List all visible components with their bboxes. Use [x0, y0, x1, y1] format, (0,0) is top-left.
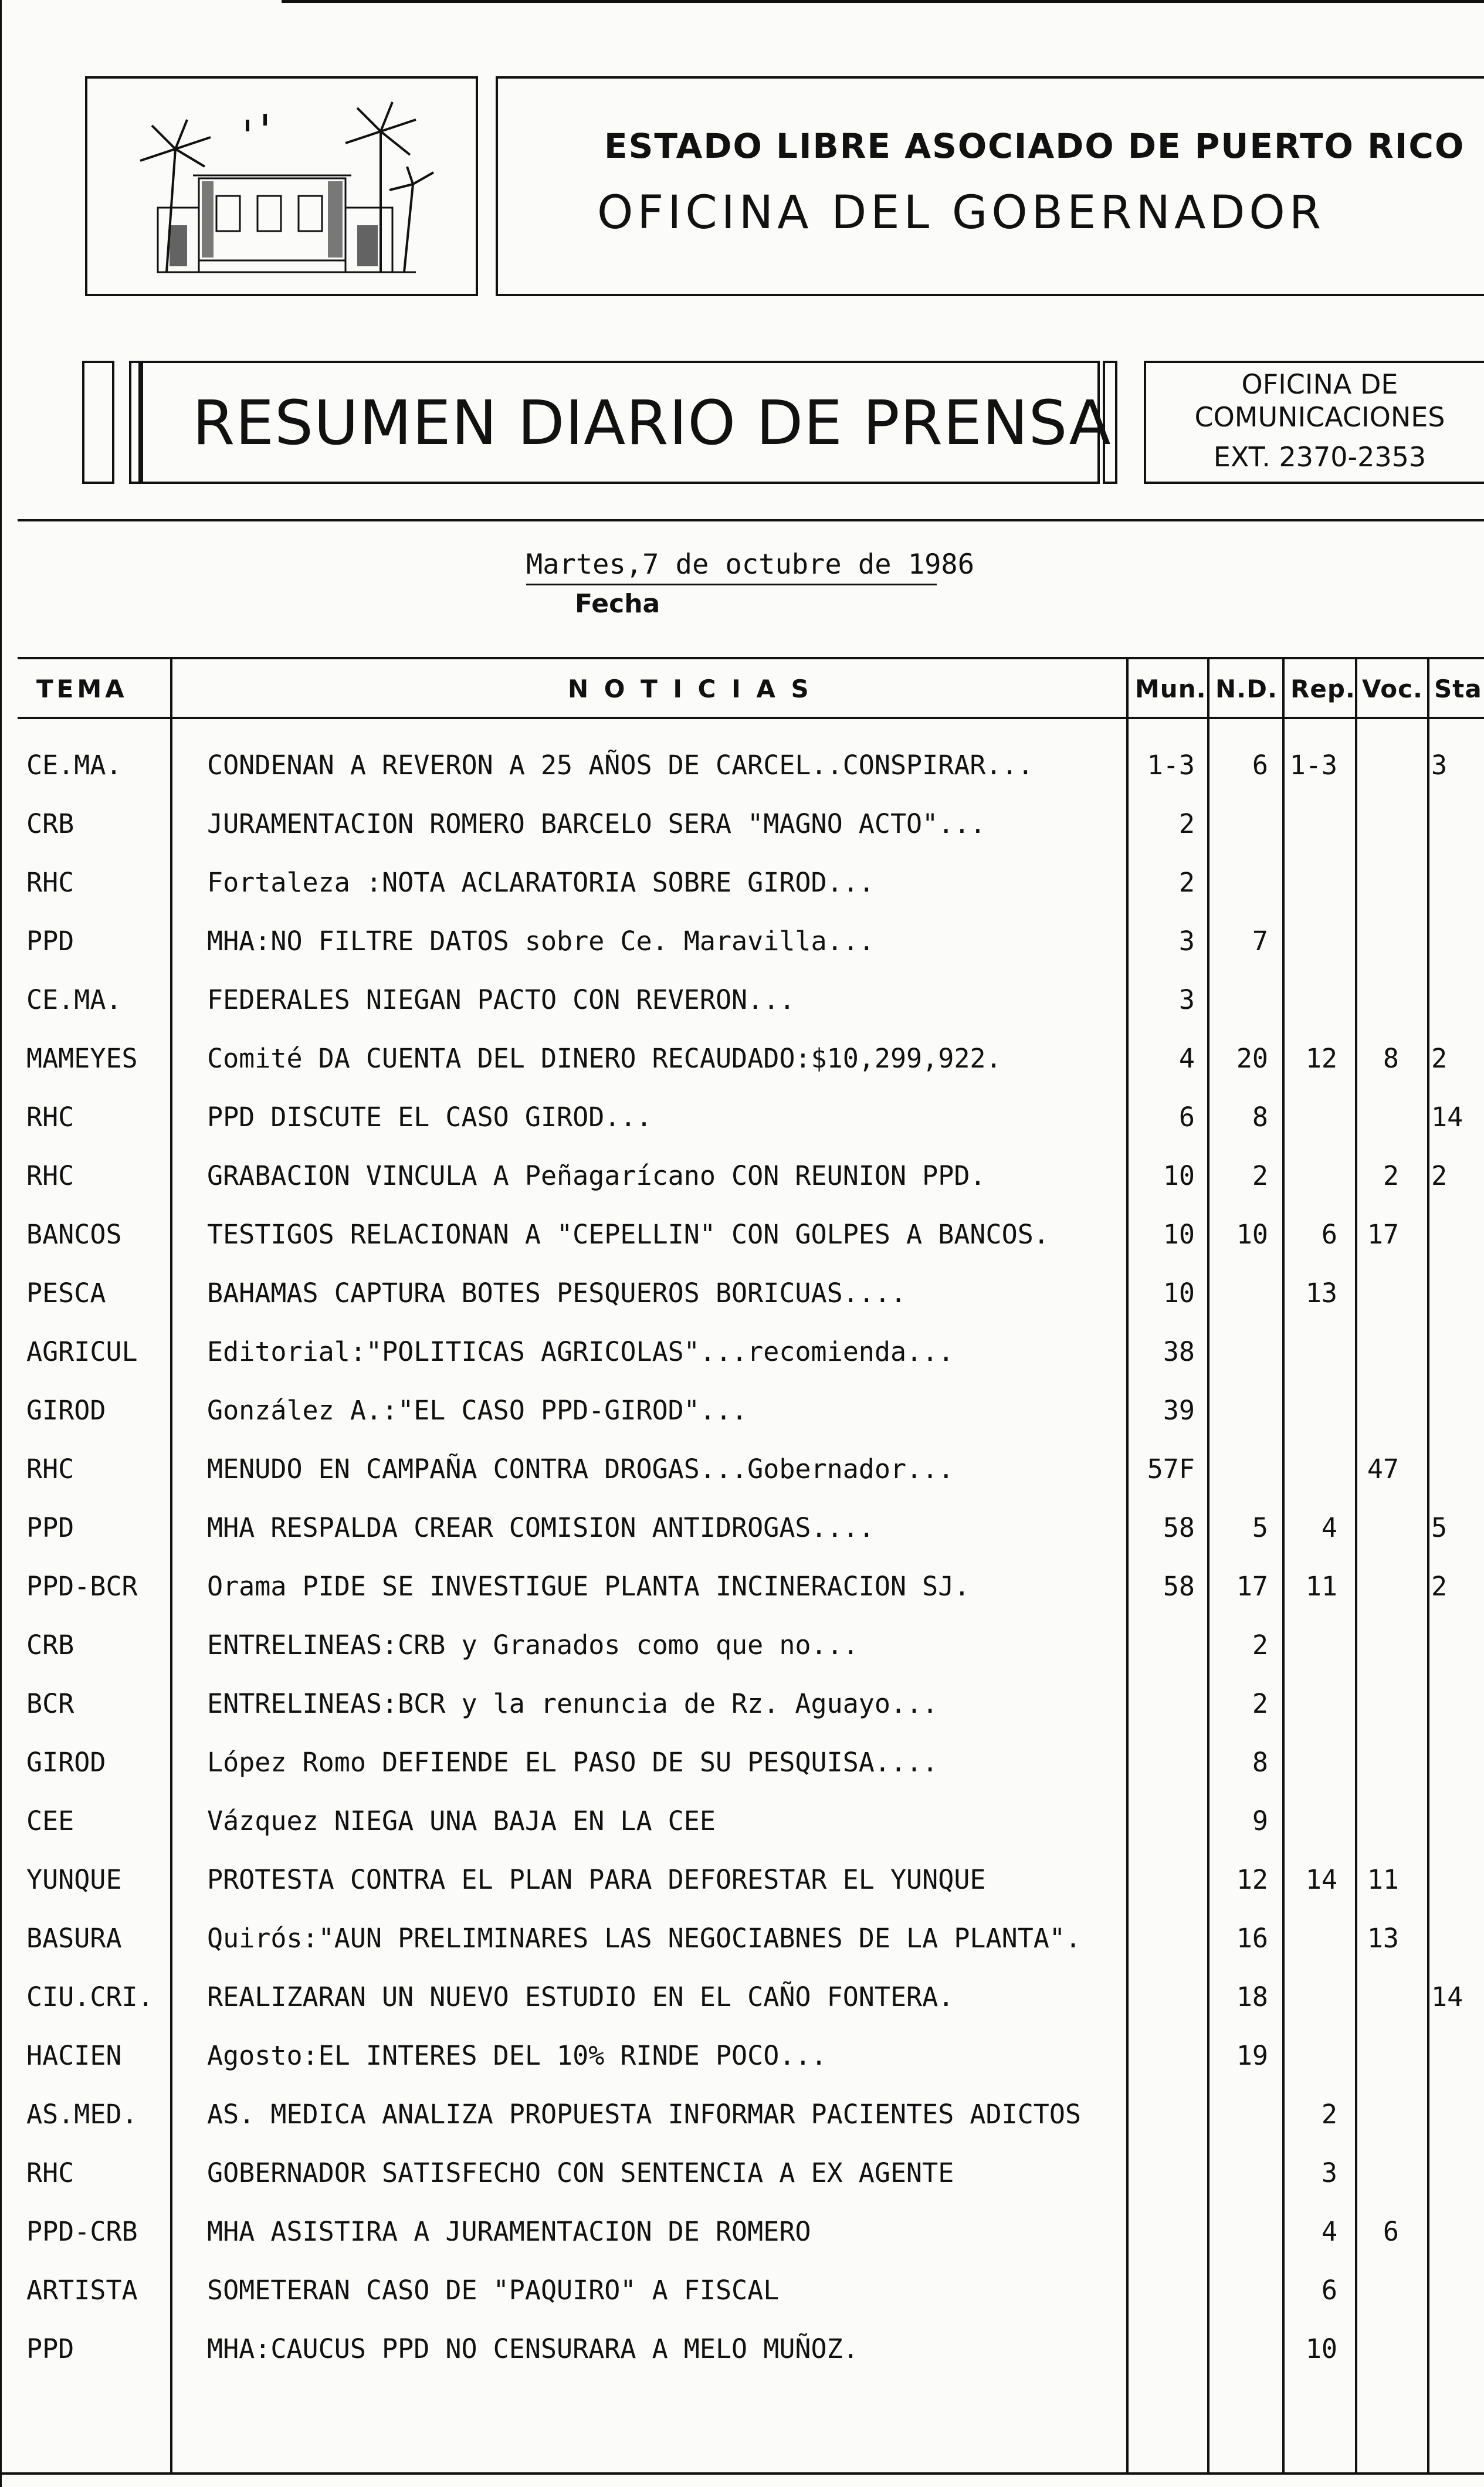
- cell-mun: 4: [1178, 1043, 1195, 1074]
- cell-mun: 1-3: [1147, 750, 1195, 781]
- cell-tema: BCR: [26, 1688, 74, 1719]
- cell-tema: RHC: [26, 1102, 74, 1133]
- fecha-underline: [526, 584, 937, 585]
- cell-nd: 10: [1236, 1219, 1268, 1250]
- cell-tema: AS.MED.: [26, 2099, 138, 2130]
- table-bottom-line: [0, 2472, 1484, 2475]
- cell-nd: 5: [1252, 1512, 1268, 1543]
- cell-sta: 2: [1431, 1571, 1448, 1602]
- cell-rep: 1-3: [1289, 750, 1337, 781]
- cell-rep: 6: [1321, 1219, 1337, 1250]
- resumen-right-bar: [1103, 361, 1117, 484]
- cell-noticia: López Romo DEFIENDE EL PASO DE SU PESQUISA....: [207, 1747, 938, 1778]
- cell-mun: 10: [1163, 1160, 1195, 1191]
- cell-tema: YUNQUE: [26, 1864, 122, 1895]
- cell-noticia: González A.:"EL CASO PPD-GIROD"...: [207, 1395, 748, 1426]
- cell-tema: CIU.CRI.: [26, 1981, 154, 2012]
- cell-tema: PPD-BCR: [26, 1571, 138, 1602]
- cell-noticia: CONDENAN A REVERON A 25 AÑOS DE CARCEL..CONSPIRAR...: [207, 750, 1034, 781]
- cell-tema: BANCOS: [26, 1219, 122, 1250]
- header-separator: [18, 519, 1484, 521]
- cell-noticia: ENTRELINEAS:CRB y Granados como que no...: [207, 1629, 859, 1661]
- col-divider-sta: [1427, 657, 1429, 2472]
- cell-voc: 11: [1367, 1864, 1399, 1895]
- cell-tema: BASURA: [26, 1923, 122, 1954]
- cell-nd: 18: [1236, 1981, 1268, 2012]
- cell-noticia: Editorial:"POLITICAS AGRICOLAS"...recomienda...: [207, 1336, 954, 1367]
- cell-voc: 13: [1367, 1923, 1399, 1954]
- cell-voc: 47: [1367, 1453, 1399, 1485]
- cell-nd: 8: [1252, 1747, 1268, 1778]
- cell-nd: 9: [1252, 1805, 1268, 1837]
- cell-nd: 7: [1252, 926, 1268, 957]
- cell-tema: CE.MA.: [26, 750, 122, 781]
- cell-nd: 19: [1236, 2040, 1268, 2071]
- header-nd: N.D.: [1215, 675, 1278, 703]
- header-noticias: N O T I C I A S: [568, 675, 812, 703]
- cell-rep: 12: [1305, 1043, 1337, 1074]
- cell-rep: 13: [1305, 1278, 1337, 1309]
- cell-noticia: MHA ASISTIRA A JURAMENTACION DE ROMERO: [207, 2216, 811, 2247]
- ofi-line-1: OFICINA DE: [1241, 368, 1398, 400]
- cell-noticia: Comité DA CUENTA DEL DINERO RECAUDADO:$10,299,922.: [207, 1043, 1002, 1074]
- cell-noticia: MHA:NO FILTRE DATOS sobre Ce. Maravilla...: [207, 926, 875, 957]
- cell-tema: HACIEN: [26, 2040, 122, 2071]
- header-tema: TEMA: [36, 675, 128, 703]
- cell-nd: 6: [1252, 750, 1268, 781]
- cell-sta: 2: [1431, 1043, 1448, 1074]
- cell-mun: 2: [1178, 867, 1195, 898]
- header-sta: Sta: [1434, 675, 1482, 703]
- ofi-line-3: EXT. 2370-2353: [1213, 441, 1427, 473]
- cell-tema: PPD: [26, 1512, 74, 1543]
- left-margin-line: [0, 0, 2, 2487]
- cell-rep: 11: [1305, 1571, 1337, 1602]
- header-office-title: OFICINA DEL GOBERNADOR: [597, 187, 1326, 239]
- ofi-line-2: COMUNICACIONES: [1194, 401, 1445, 433]
- header-mun: Mun.: [1135, 675, 1207, 703]
- cell-noticia: Orama PIDE SE INVESTIGUE PLANTA INCINERACION SJ.: [207, 1571, 970, 1602]
- cell-voc: 6: [1383, 2216, 1399, 2247]
- cell-noticia: ENTRELINEAS:BCR y la renuncia de Rz. Aguayo...: [207, 1688, 938, 1719]
- cell-mun: 10: [1163, 1278, 1195, 1309]
- cell-sta: 5: [1431, 1512, 1448, 1543]
- cell-nd: 17: [1236, 1571, 1268, 1602]
- col-divider-tema: [170, 657, 172, 2472]
- cell-rep: 2: [1321, 2099, 1337, 2130]
- fecha-label: Fecha: [575, 589, 660, 619]
- resumen-left-bar: [82, 361, 114, 484]
- cell-noticia: Vázquez NIEGA UNA BAJA EN LA CEE: [207, 1805, 716, 1837]
- cell-rep: 10: [1305, 2333, 1337, 2364]
- cell-noticia: BAHAMAS CAPTURA BOTES PESQUEROS BORICUAS....: [207, 1278, 907, 1309]
- fecha-value: Martes,7 de octubre de 1986: [526, 548, 975, 581]
- cell-mun: 57F: [1147, 1453, 1195, 1485]
- cell-noticia: SOMETERAN CASO DE "PAQUIRO" A FISCAL: [207, 2275, 780, 2306]
- cell-mun: 58: [1163, 1571, 1195, 1602]
- cell-nd: 2: [1252, 1629, 1268, 1661]
- cell-tema: CE.MA.: [26, 984, 122, 1015]
- cell-voc: 2: [1383, 1160, 1399, 1191]
- cell-tema: GIROD: [26, 1747, 106, 1778]
- cell-nd: 12: [1236, 1864, 1268, 1895]
- resumen-left-inner-bar: [129, 361, 141, 484]
- cell-tema: PPD: [26, 926, 74, 957]
- cell-sta: 3: [1431, 750, 1448, 781]
- cell-rep: 14: [1305, 1864, 1337, 1895]
- cell-sta: 14: [1431, 1102, 1463, 1133]
- cell-noticia: Fortaleza :NOTA ACLARATORIA SOBRE GIROD...: [207, 867, 875, 898]
- cell-noticia: MHA:CAUCUS PPD NO CENSURARA A MELO MUÑOZ.: [207, 2333, 859, 2364]
- cell-nd: 2: [1252, 1160, 1268, 1191]
- cell-noticia: JURAMENTACION ROMERO BARCELO SERA "MAGNO ACTO"...: [207, 808, 986, 839]
- cell-noticia: PROTESTA CONTRA EL PLAN PARA DEFORESTAR EL YUNQUE: [207, 1864, 986, 1895]
- header-voc: Voc.: [1362, 675, 1423, 703]
- cell-mun: 10: [1163, 1219, 1195, 1250]
- table-top-line: [18, 657, 1484, 659]
- cell-mun: 6: [1178, 1102, 1195, 1133]
- cell-noticia: TESTIGOS RELACIONAN A "CEPELLIN" CON GOLPES A BANCOS.: [207, 1219, 1049, 1250]
- cell-mun: 38: [1163, 1336, 1195, 1367]
- col-divider-voc: [1355, 657, 1357, 2472]
- table-header-line: [18, 717, 1484, 719]
- cell-mun: 2: [1178, 808, 1195, 839]
- cell-tema: MAMEYES: [26, 1043, 138, 1074]
- cell-noticia: GOBERNADOR SATISFECHO CON SENTENCIA A EX AGENTE: [207, 2157, 954, 2188]
- cell-tema: PESCA: [26, 1278, 106, 1309]
- cell-rep: 4: [1321, 1512, 1337, 1543]
- cell-noticia: PPD DISCUTE EL CASO GIROD...: [207, 1102, 652, 1133]
- top-edge-line: [282, 0, 1484, 3]
- cell-noticia: AS. MEDICA ANALIZA PROPUESTA INFORMAR PACIENTES ADICTOS: [207, 2099, 1082, 2130]
- cell-noticia: MHA RESPALDA CREAR COMISION ANTIDROGAS....: [207, 1512, 875, 1543]
- cell-tema: RHC: [26, 867, 74, 898]
- cell-nd: 2: [1252, 1688, 1268, 1719]
- cell-voc: 17: [1367, 1219, 1399, 1250]
- cell-tema: PPD-CRB: [26, 2216, 138, 2247]
- cell-tema: RHC: [26, 1160, 74, 1191]
- cell-tema: CEE: [26, 1805, 74, 1837]
- logo-frame: [85, 76, 478, 296]
- fortaleza-logo-icon: [87, 79, 475, 293]
- cell-sta: 14: [1431, 1981, 1463, 2012]
- cell-tema: GIROD: [26, 1395, 106, 1426]
- cell-mun: 3: [1178, 926, 1195, 957]
- cell-mun: 58: [1163, 1512, 1195, 1543]
- header-state-title: ESTADO LIBRE ASOCIADO DE PUERTO RICO: [604, 126, 1465, 166]
- cell-tema: PPD: [26, 2333, 74, 2364]
- cell-noticia: REALIZARAN UN NUEVO ESTUDIO EN EL CAÑO FONTERA.: [207, 1981, 954, 2012]
- cell-noticia: MENUDO EN CAMPAÑA CONTRA DROGAS...Gobernador...: [207, 1453, 954, 1485]
- cell-mun: 3: [1178, 984, 1195, 1015]
- cell-voc: 8: [1383, 1043, 1399, 1074]
- cell-tema: CRB: [26, 1629, 74, 1661]
- cell-rep: 3: [1321, 2157, 1337, 2188]
- cell-tema: CRB: [26, 808, 74, 839]
- col-divider-rep: [1282, 657, 1285, 2472]
- cell-sta: 2: [1431, 1160, 1448, 1191]
- cell-rep: 4: [1321, 2216, 1337, 2247]
- cell-noticia: FEDERALES NIEGAN PACTO CON REVERON...: [207, 984, 795, 1015]
- header-rep: Rep.: [1290, 675, 1356, 703]
- cell-rep: 6: [1321, 2275, 1337, 2306]
- cell-nd: 8: [1252, 1102, 1268, 1133]
- resumen-title: RESUMEN DIARIO DE PRENSA: [192, 387, 1112, 459]
- cell-tema: RHC: [26, 2157, 74, 2188]
- cell-nd: 16: [1236, 1923, 1268, 1954]
- cell-tema: AGRICUL: [26, 1336, 138, 1367]
- cell-tema: ARTISTA: [26, 2275, 138, 2306]
- cell-noticia: Agosto:EL INTERES DEL 10% RINDE POCO...: [207, 2040, 827, 2071]
- cell-mun: 39: [1163, 1395, 1195, 1426]
- cell-noticia: Quirós:"AUN PRELIMINARES LAS NEGOCIABNES DE LA PLANTA".: [207, 1923, 1082, 1954]
- cell-nd: 20: [1236, 1043, 1268, 1074]
- cell-tema: RHC: [26, 1453, 74, 1485]
- cell-noticia: GRABACION VINCULA A Peñagarícano CON REUNION PPD.: [207, 1160, 986, 1191]
